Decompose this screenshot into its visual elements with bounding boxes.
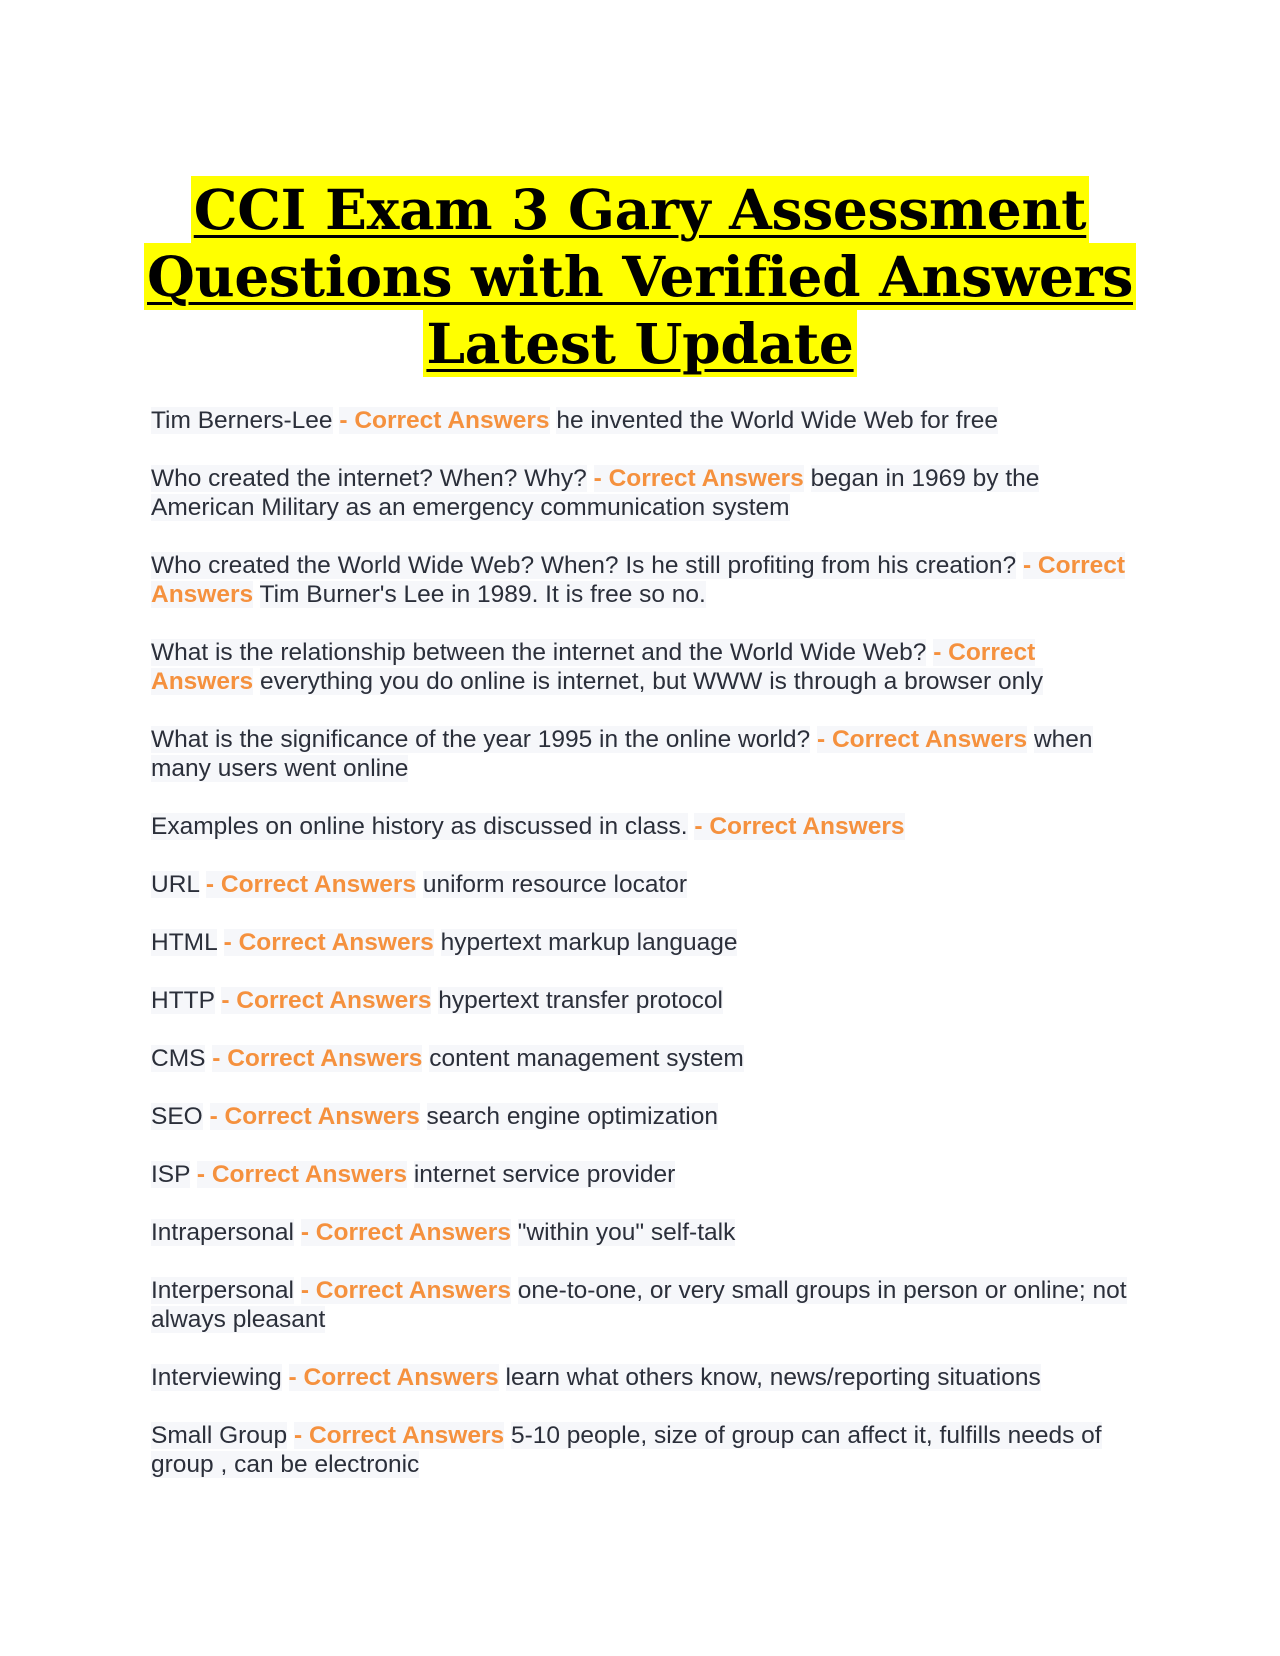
question-text: URL xyxy=(151,871,200,898)
answer-text: hypertext transfer protocol xyxy=(438,987,723,1014)
question-text: SEO xyxy=(151,1103,203,1130)
qa-item xyxy=(151,1160,1131,1189)
question-text: ISP xyxy=(151,1161,191,1188)
answer-text: began in 1969 by the American Military as an emergency communication system xyxy=(151,465,1040,521)
answer-text: one-to-one, or very small groups in person or online; not always pleasant xyxy=(151,1277,1127,1333)
question-text: What is the significance of the year 1995 in the online world? xyxy=(151,726,811,753)
question-text: Who created the internet? When? Why? xyxy=(151,465,587,492)
qa-item xyxy=(151,1421,1131,1479)
question-text: HTML xyxy=(151,929,217,956)
qa-item xyxy=(151,406,1131,435)
answer-text: uniform resource locator xyxy=(422,871,688,898)
correct-answers-label: - Correct Answers xyxy=(209,1103,420,1130)
answer-text: content management system xyxy=(429,1045,744,1072)
correct-answers-label: - Correct Answers xyxy=(593,465,804,492)
qa-item xyxy=(151,1218,1131,1247)
answer-text: everything you do online is internet, but WWW is through a browser only xyxy=(259,668,1043,695)
question-text: CMS xyxy=(151,1045,206,1072)
answer-text: search engine optimization xyxy=(426,1103,718,1130)
answer-text: when many users went online xyxy=(151,726,1093,782)
answer-text: learn what others know, news/reporting situations xyxy=(505,1364,1041,1391)
correct-answers-label: - Correct Answers xyxy=(151,552,1126,608)
answer-text: internet service provider xyxy=(413,1161,676,1188)
qa-item xyxy=(151,725,1131,783)
correct-answers-label: - Correct Answers xyxy=(196,1161,407,1188)
qa-item xyxy=(151,1102,1131,1131)
qa-list xyxy=(151,406,1131,1508)
title-line: Latest Update xyxy=(423,310,856,377)
qa-item xyxy=(151,1276,1131,1334)
question-text: Who created the World Wide Web? When? Is he still profiting from his creation? xyxy=(151,552,1017,579)
question-text: Intrapersonal xyxy=(151,1219,295,1246)
correct-answers-label: - Correct Answers xyxy=(288,1364,499,1391)
correct-answers-label: - Correct Answers xyxy=(212,1045,423,1072)
qa-item xyxy=(151,870,1131,899)
correct-answers-label: - Correct Answers xyxy=(205,871,417,898)
correct-answers-label: - Correct Answers xyxy=(300,1219,511,1246)
qa-item xyxy=(151,812,1131,841)
question-text: HTTP xyxy=(151,987,215,1014)
question-text: What is the relationship between the internet and the World Wide Web? xyxy=(151,639,927,666)
qa-item xyxy=(151,638,1131,696)
question-text: Tim Berners-Lee xyxy=(151,407,333,434)
correct-answers-label: - Correct Answers xyxy=(694,813,905,840)
correct-answers-label: - Correct Answers xyxy=(293,1422,505,1449)
correct-answers-label: - Correct Answers xyxy=(223,929,434,956)
correct-answers-label: - Correct Answers xyxy=(221,987,432,1014)
correct-answers-label: - Correct Answers xyxy=(300,1277,511,1304)
qa-item xyxy=(151,464,1131,522)
qa-item xyxy=(151,551,1131,609)
question-text: Interpersonal xyxy=(151,1277,295,1304)
title-line: Questions with Verified Answers xyxy=(144,243,1136,310)
correct-answers-label: - Correct Answers xyxy=(816,726,1028,753)
qa-item xyxy=(151,1044,1131,1073)
question-text: Interviewing xyxy=(151,1364,282,1391)
title-line: CCI Exam 3 Gary Assessment xyxy=(191,176,1090,243)
correct-answers-label: - Correct Answers xyxy=(151,639,1036,695)
answer-text: he invented the World Wide Web for free xyxy=(556,407,998,434)
qa-item xyxy=(151,928,1131,957)
question-text: Small Group xyxy=(151,1422,288,1449)
correct-answers-label: - Correct Answers xyxy=(339,407,550,434)
answer-text: hypertext markup language xyxy=(440,929,738,956)
answer-text: Tim Burner's Lee in 1989. It is free so no. xyxy=(259,581,706,608)
question-text: Examples on online history as discussed in class. xyxy=(151,813,688,840)
answer-text: "within you" self-talk xyxy=(517,1219,736,1246)
qa-item xyxy=(151,1363,1131,1392)
qa-item xyxy=(151,986,1131,1015)
answer-text: 5-10 people, size of group can affect it, fulfills needs of group , can be electronic xyxy=(151,1422,1102,1478)
document-title xyxy=(0,176,1280,377)
